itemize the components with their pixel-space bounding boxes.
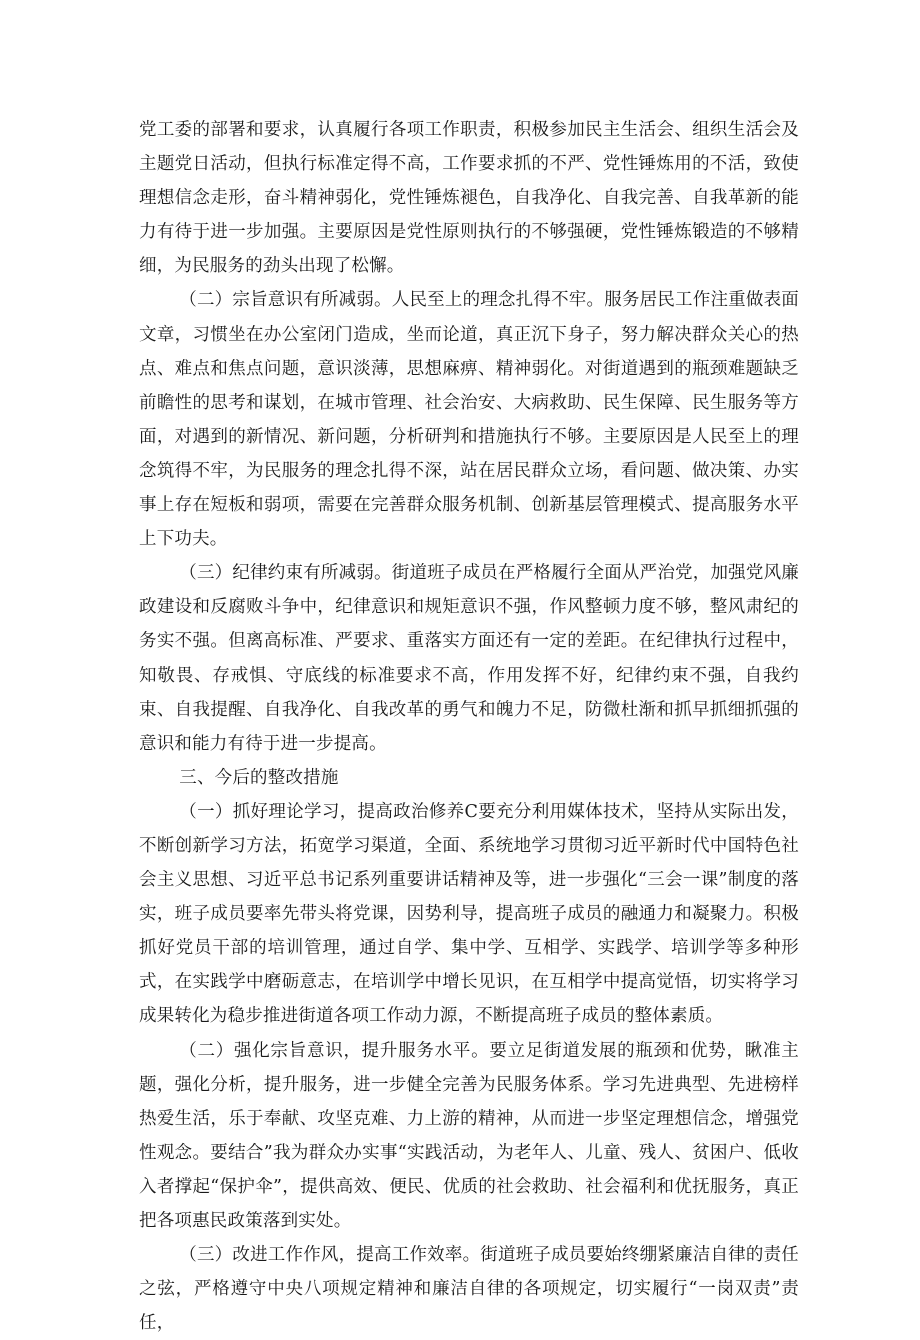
paragraph-service-level: （二）强化宗旨意识，提升服务水平。要立足街道发展的瓶颈和优势，瞅准主题，强化分析，提升服务，进一步健全完善为民服务体系。学习先进典型、先进榜样热爱生活，乐于奉献、攻坚克难、力上游的精神，从而进一步坚定理想信念，增强党性观念。要结合”我为群众办实事“实践活动，为老年人、儿童、残人、贫困户、低收入者撑起“保护伞”，提供高效、便民、优质的社会救助、社会福利和优抚服务，真正把各项惠民政策落到实处。 — [139, 1040, 799, 1231]
paragraph-purpose-awareness: （二）宗旨意识有所减弱。人民至上的理念扎得不牢。服务居民工作注重做表面文章，习惯坐在办公室闭门造成，坐而论道，真正沉下身子，努力解决群众关心的热点、难点和焦点问题，意识淡薄，思想麻痹、精神弱化。对街道遇到的瓶颈难题缺乏前瞻性的思考和谋划，在城市管理、社会治安、大病救助、民生保障、民生服务等方面，对遇到的新情况、新问题，分析研判和措施执行不够。主要原因是人民至上的理念筑得不牢，为民服务的理念扎得不深，站在居民群众立场，看问题、做决策、办实事上存在短板和弱项，需要在完善群众服务机制、创新基层管理模式、提高服务水平上下功夫。 — [139, 290, 799, 550]
section-heading: 三、今后的整改措施 — [179, 767, 339, 788]
document-body — [139, 113, 799, 1340]
paragraph-continuation: 党工委的部署和要求，认真履行各项工作职责，积极参加民主生活会、组织生活会及主题党日活动，但执行标准定得不高，工作要求抓的不严、党性锤炼用的不活，致使理想信念走形，奋斗精神弱化，党性锤炼褪色，自我净化、自我完善、自我革新的能力有待于进一步加强。主要原因是党性原则执行的不够强硬，党性锤炼锻造的不够精细，为民服务的劲头出现了松懈。 — [139, 120, 799, 277]
paragraph-work-style: （三）改进工作作风，提高工作效率。街道班子成员要始终绷紧廉洁自律的责任之弦，严格遵守中央八项规定精神和廉洁自律的各项规定，切实履行“一岗双责”责任， — [139, 1245, 799, 1334]
paragraph-theory-study: （一）抓好理论学习，提高政治修养C要充分利用媒体技术，坚持从实际出发，不断创新学习方法，拓宽学习渠道，全面、系统地学习贯彻习近平新时代中国特色社会主义思想、习近平总书记系列重要讲话精神及等，进一步强化“三会一课”制度的落实，班子成员要率先带头将党课，因势利导，提高班子成员的融通力和凝聚力。积极抓好党员干部的培训管理，通过自学、集中学、互相学、实践学、培训学等多种形式，在实践学中磨砺意志，在培训学中增长见识，在互相学中提高觉悟，切实将学习成果转化为稳步推进街道各项工作动力源，不断提高班子成员的整体素质。 — [139, 801, 799, 1027]
paragraph-discipline: （三）纪律约束有所减弱。街道班子成员在严格履行全面从严治党，加强党风廉政建设和反腐败斗争中，纪律意识和规矩意识不强，作风整顿力度不够，整风肃纪的务实不强。但离高标准、严要求、重落实方面还有一定的差距。在纪律执行过程中，知敬畏、存戒惧、守底线的标准要求不高，作用发挥不好，纪律约束不强，自我约束、自我提醒、自我净化、自我改革的勇气和魄力不足，防微杜渐和抓早抓细抓强的意识和能力有待于进一步提高。 — [139, 563, 799, 754]
